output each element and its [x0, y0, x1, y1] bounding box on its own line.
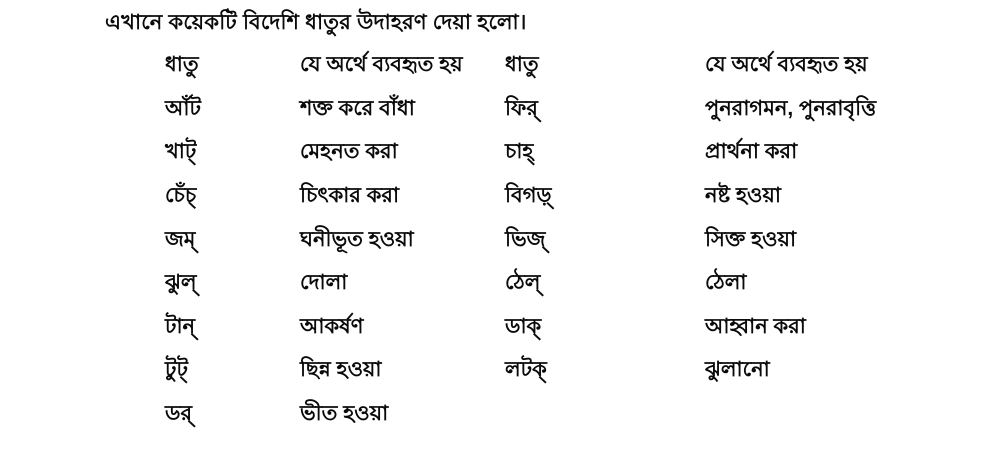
dhatu-cell: ফির্: [505, 96, 538, 120]
header-meaning-left: যে অর্থে ব্যবহৃত হয়: [300, 53, 463, 77]
dhatu-table: [165, 44, 978, 436]
dhatu-cell: ঠেল্: [505, 271, 541, 295]
meaning-cell: আকর্ষণ: [300, 314, 364, 338]
intro-text: এখানে কয়েকটি বিদেশি ধাতুর উদাহরণ দেয়া হলো।: [105, 11, 527, 34]
dhatu-cell: ঝুল্: [165, 271, 197, 295]
table-row: [165, 175, 978, 219]
meaning-cell: দোলা: [300, 271, 348, 295]
header-meaning-right: যে অর্থে ব্যবহৃত হয়: [705, 53, 868, 77]
meaning-cell: মেহনত করা: [300, 140, 398, 164]
table-row: [165, 88, 978, 132]
meaning-cell: সিক্ত হওয়া: [705, 227, 797, 251]
dhatu-cell: ডর্: [165, 402, 193, 426]
meaning-cell: ঠেলা: [705, 271, 747, 295]
dhatu-cell: ডাক্: [505, 314, 542, 338]
dhatu-cell: খাট্: [165, 140, 197, 164]
table-row: [165, 131, 978, 175]
meaning-cell: ঘনীভূত হওয়া: [300, 227, 414, 251]
meaning-cell: নষ্ট হওয়া: [705, 184, 781, 208]
meaning-cell: ছিন্ন হওয়া: [300, 358, 382, 382]
dhatu-cell: ভিজ্: [505, 227, 546, 251]
meaning-cell: চিৎকার করা: [300, 184, 400, 208]
header-dhatu-right: ধাতু: [505, 53, 539, 77]
meaning-cell: প্রার্থনা করা: [705, 140, 798, 164]
dhatu-cell: জম্: [165, 227, 196, 251]
dhatu-cell: লটক্: [505, 358, 547, 382]
table-header-row: [165, 44, 978, 88]
meaning-cell: পুনরাগমন, পুনরাবৃত্তি: [705, 96, 877, 120]
table-row: [165, 218, 978, 262]
header-dhatu-left: ধাতু: [165, 53, 199, 77]
meaning-cell: আহ্বান করা: [705, 314, 806, 338]
dhatu-cell: চেঁচ্: [165, 184, 197, 208]
table-row: [165, 306, 978, 350]
dhatu-cell: টুট্: [165, 358, 188, 382]
meaning-cell: ঝুলানো: [705, 358, 770, 382]
dhatu-cell: বিগড়্: [505, 184, 552, 208]
table-row: [165, 262, 978, 306]
meaning-cell: শক্ত করে বাঁধা: [300, 96, 415, 120]
meaning-cell: ভীত হওয়া: [300, 402, 389, 426]
dhatu-cell: আঁট: [165, 96, 201, 120]
table-row: [165, 349, 978, 393]
dhatu-cell: চাহ্: [505, 140, 534, 164]
dhatu-cell: টান্: [165, 314, 196, 338]
table-row: [165, 393, 978, 437]
